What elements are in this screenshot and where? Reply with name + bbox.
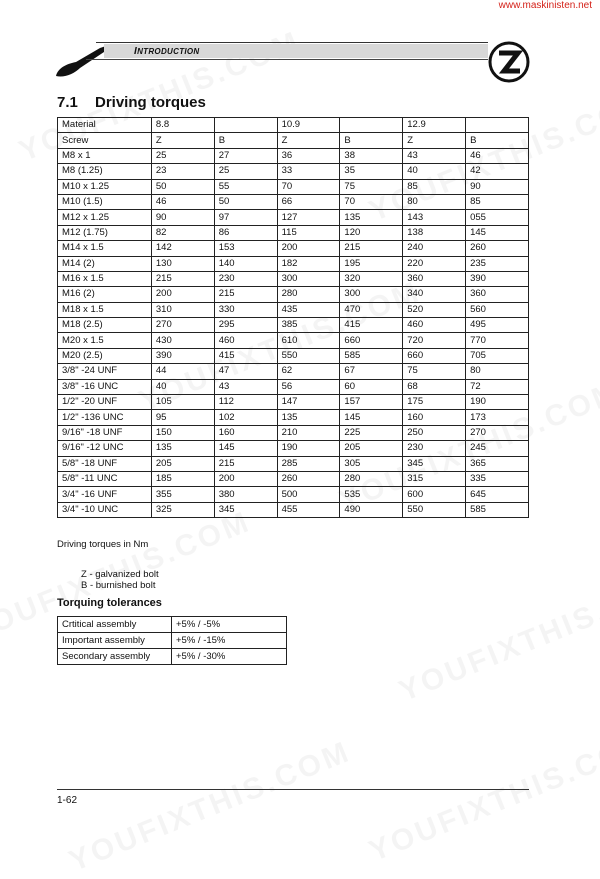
table-row [58,410,529,425]
table-cell: 355 [151,487,214,502]
table-cell: 182 [277,256,340,271]
table-cell: 3/4" -10 UNC [58,502,152,517]
table-cell: 520 [403,302,466,317]
table-cell: 120 [340,225,403,240]
table-cell: 157 [340,395,403,410]
torque-table [57,117,529,518]
table-row [58,395,529,410]
table-cell: 102 [214,410,277,425]
table-row [58,471,529,486]
table-row [58,302,529,317]
brand-logo [487,40,531,84]
table-cell: 1/2" -136 UNC [58,410,152,425]
table-cell: 40 [403,164,466,179]
table-cell: +5% / -5% [172,617,287,633]
table-cell: 345 [214,502,277,517]
table-cell: 260 [466,241,529,256]
table-row [58,118,529,133]
table-cell: 500 [277,487,340,502]
table-cell: 270 [151,318,214,333]
table-cell: 10.9 [277,118,340,133]
table-cell: 147 [277,395,340,410]
table-cell: 173 [466,410,529,425]
table-cell: 300 [340,287,403,302]
section-title: 7.1 Driving torques [57,94,206,111]
legend-item: B - burnished bolt [81,580,156,591]
table-cell: 42 [466,164,529,179]
table-cell: 8.8 [151,118,214,133]
table-cell: B [466,133,529,148]
table-cell: 86 [214,225,277,240]
table-row [58,318,529,333]
table-cell: 295 [214,318,277,333]
table-cell: 215 [214,456,277,471]
table-row [58,241,529,256]
table-cell: Z [277,133,340,148]
table-cell: 115 [277,225,340,240]
table-cell: 550 [403,502,466,517]
table-cell: 43 [214,379,277,394]
table-cell: 305 [340,456,403,471]
table-cell: 455 [277,502,340,517]
table-cell: 280 [277,287,340,302]
table-cell: 345 [403,456,466,471]
table-cell: +5% / -15% [172,633,287,649]
table-cell: 46 [466,148,529,163]
table-cell: 385 [277,318,340,333]
table-row [58,287,529,302]
table-cell: 460 [403,318,466,333]
table-cell: 55 [214,179,277,194]
table-cell: 40 [151,379,214,394]
table-cell: 44 [151,364,214,379]
table-cell: 46 [151,194,214,209]
table-cell: 112 [214,395,277,410]
table-cell: M12 x 1.25 [58,210,152,225]
table-cell: 560 [466,302,529,317]
site-link[interactable]: www.maskinisten.net [498,0,592,11]
table-cell: 470 [340,302,403,317]
table-row [58,164,529,179]
table-cell: 5/8" -11 UNC [58,471,152,486]
table-row [58,364,529,379]
table-cell: Z [403,133,466,148]
table-row [58,194,529,209]
table-cell: M16 (2) [58,287,152,302]
table-cell: 660 [340,333,403,348]
header-title: INTRODUCTION [134,46,200,57]
table-cell: 770 [466,333,529,348]
table-cell: 220 [403,256,466,271]
table-row [58,148,529,163]
table-cell: 95 [151,410,214,425]
table-cell: 210 [277,425,340,440]
table-cell: 38 [340,148,403,163]
tolerances-table [57,616,287,665]
table-cell: 415 [214,348,277,363]
table-row [58,225,529,240]
table-cell: 90 [466,179,529,194]
table-cell: 67 [340,364,403,379]
legend-item: Z - galvanized bolt [81,569,159,580]
table-row [58,425,529,440]
table-row [58,456,529,471]
table-cell: Screw [58,133,152,148]
table-cell: 310 [151,302,214,317]
table-cell: 490 [340,502,403,517]
table-cell: M8 (1.25) [58,164,152,179]
table-cell: 9/16" -12 UNC [58,441,152,456]
table-cell: M12 (1.75) [58,225,152,240]
table-row [58,210,529,225]
table-cell: 390 [466,271,529,286]
table-cell: 185 [151,471,214,486]
table-cell: 325 [151,502,214,517]
table-cell: 315 [403,471,466,486]
table-cell: 190 [466,395,529,410]
tolerances-heading: Torquing tolerances [57,597,162,609]
table-cell: 245 [466,441,529,456]
table-cell: 365 [466,456,529,471]
table-cell: M18 (2.5) [58,318,152,333]
table-cell: 055 [466,210,529,225]
table-cell: 60 [340,379,403,394]
table-row [58,379,529,394]
table-cell: 705 [466,348,529,363]
table-cell: 127 [277,210,340,225]
table-cell: 85 [466,194,529,209]
table-cell: 645 [466,487,529,502]
table-cell: 215 [214,287,277,302]
table-cell: 585 [340,348,403,363]
table-cell: 320 [340,271,403,286]
table-cell: 9/16" -18 UNF [58,425,152,440]
table-cell: 70 [277,179,340,194]
page-number: 1-62 [57,795,78,806]
table-cell: 135 [340,210,403,225]
table-cell: +5% / -30% [172,649,287,665]
table-cell: 135 [277,410,340,425]
legend [81,569,159,591]
table-cell: 285 [277,456,340,471]
table-cell: 435 [277,302,340,317]
table-cell: 70 [340,194,403,209]
header-bar [56,40,488,62]
table-cell: 660 [403,348,466,363]
table-cell: 130 [151,256,214,271]
table-cell: Important assembly [58,633,172,649]
table-cell: 25 [214,164,277,179]
table-cell: 72 [466,379,529,394]
torque-unit-note: Driving torques in Nm [57,539,149,550]
table-row [58,502,529,517]
table-cell: 27 [214,148,277,163]
table-row [58,333,529,348]
table-row [58,133,529,148]
table-cell: M10 (1.5) [58,194,152,209]
table-cell: 230 [214,271,277,286]
table-cell: 62 [277,364,340,379]
table-cell: 35 [340,164,403,179]
table-cell [340,118,403,133]
table-row [58,487,529,502]
table-row [58,441,529,456]
table-cell: 138 [403,225,466,240]
table-row [58,617,287,633]
table-cell: 47 [214,364,277,379]
table-cell: 415 [340,318,403,333]
table-cell: Crtitical assembly [58,617,172,633]
table-cell: 143 [403,210,466,225]
table-cell: 23 [151,164,214,179]
table-cell: 56 [277,379,340,394]
table-cell: 225 [340,425,403,440]
table-cell: 330 [214,302,277,317]
table-cell: 215 [340,241,403,256]
table-cell: 3/8" -24 UNF [58,364,152,379]
table-cell: 145 [340,410,403,425]
table-cell: 150 [151,425,214,440]
table-cell: 3/8" -16 UNC [58,379,152,394]
table-cell: 215 [151,271,214,286]
table-cell: M18 x 1.5 [58,302,152,317]
table-cell: B [340,133,403,148]
table-cell: 250 [403,425,466,440]
table-cell: 5/8" -18 UNF [58,456,152,471]
table-cell: 235 [466,256,529,271]
table-cell: 340 [403,287,466,302]
table-cell: 360 [403,271,466,286]
table-cell: 66 [277,194,340,209]
table-cell: 200 [214,471,277,486]
table-cell: 200 [277,241,340,256]
table-cell: 240 [403,241,466,256]
table-cell: 200 [151,287,214,302]
table-cell: 75 [403,364,466,379]
table-cell: 535 [340,487,403,502]
table-cell: 550 [277,348,340,363]
table-cell: B [214,133,277,148]
table-cell: Z [151,133,214,148]
table-row [58,179,529,194]
table-row [58,271,529,286]
table-cell: 82 [151,225,214,240]
table-cell: 145 [214,441,277,456]
table-cell: 80 [403,194,466,209]
table-cell: M14 x 1.5 [58,241,152,256]
table-row [58,256,529,271]
table-cell: M10 x 1.25 [58,179,152,194]
table-cell: 495 [466,318,529,333]
table-cell: 1/2" -20 UNF [58,395,152,410]
footer-rule [57,789,529,790]
table-cell: 36 [277,148,340,163]
table-cell: 43 [403,148,466,163]
table-cell: 50 [151,179,214,194]
table-cell: 260 [277,471,340,486]
table-cell: 140 [214,256,277,271]
table-cell: 33 [277,164,340,179]
table-cell: 160 [403,410,466,425]
table-cell: 153 [214,241,277,256]
table-cell: 160 [214,425,277,440]
table-cell: 90 [151,210,214,225]
table-cell: 68 [403,379,466,394]
table-cell: 85 [403,179,466,194]
table-cell: 135 [151,441,214,456]
table-cell: Material [58,118,152,133]
table-cell: 105 [151,395,214,410]
table-cell: M16 x 1.5 [58,271,152,286]
table-cell: 142 [151,241,214,256]
table-cell: 430 [151,333,214,348]
table-cell: 145 [466,225,529,240]
table-cell: M8 x 1 [58,148,152,163]
table-cell: 585 [466,502,529,517]
table-cell: 720 [403,333,466,348]
table-cell: 600 [403,487,466,502]
table-cell: 380 [214,487,277,502]
table-cell: 280 [340,471,403,486]
table-cell: M20 x 1.5 [58,333,152,348]
table-cell: 190 [277,441,340,456]
table-cell: 360 [466,287,529,302]
table-cell [466,118,529,133]
table-cell: 80 [466,364,529,379]
table-cell: M20 (2.5) [58,348,152,363]
table-cell: 390 [151,348,214,363]
table-cell: 335 [466,471,529,486]
table-cell: Secondary assembly [58,649,172,665]
table-cell: 205 [340,441,403,456]
table-cell: M14 (2) [58,256,152,271]
table-cell: 50 [214,194,277,209]
table-cell: 25 [151,148,214,163]
table-cell: 12.9 [403,118,466,133]
table-cell: 3/4" -16 UNF [58,487,152,502]
table-cell: 460 [214,333,277,348]
table-cell: 205 [151,456,214,471]
table-row [58,633,287,649]
table-row [58,649,287,665]
table-cell [214,118,277,133]
table-row [58,348,529,363]
table-cell: 300 [277,271,340,286]
table-cell: 270 [466,425,529,440]
table-cell: 75 [340,179,403,194]
table-cell: 610 [277,333,340,348]
table-cell: 175 [403,395,466,410]
table-cell: 97 [214,210,277,225]
table-cell: 195 [340,256,403,271]
table-cell: 230 [403,441,466,456]
